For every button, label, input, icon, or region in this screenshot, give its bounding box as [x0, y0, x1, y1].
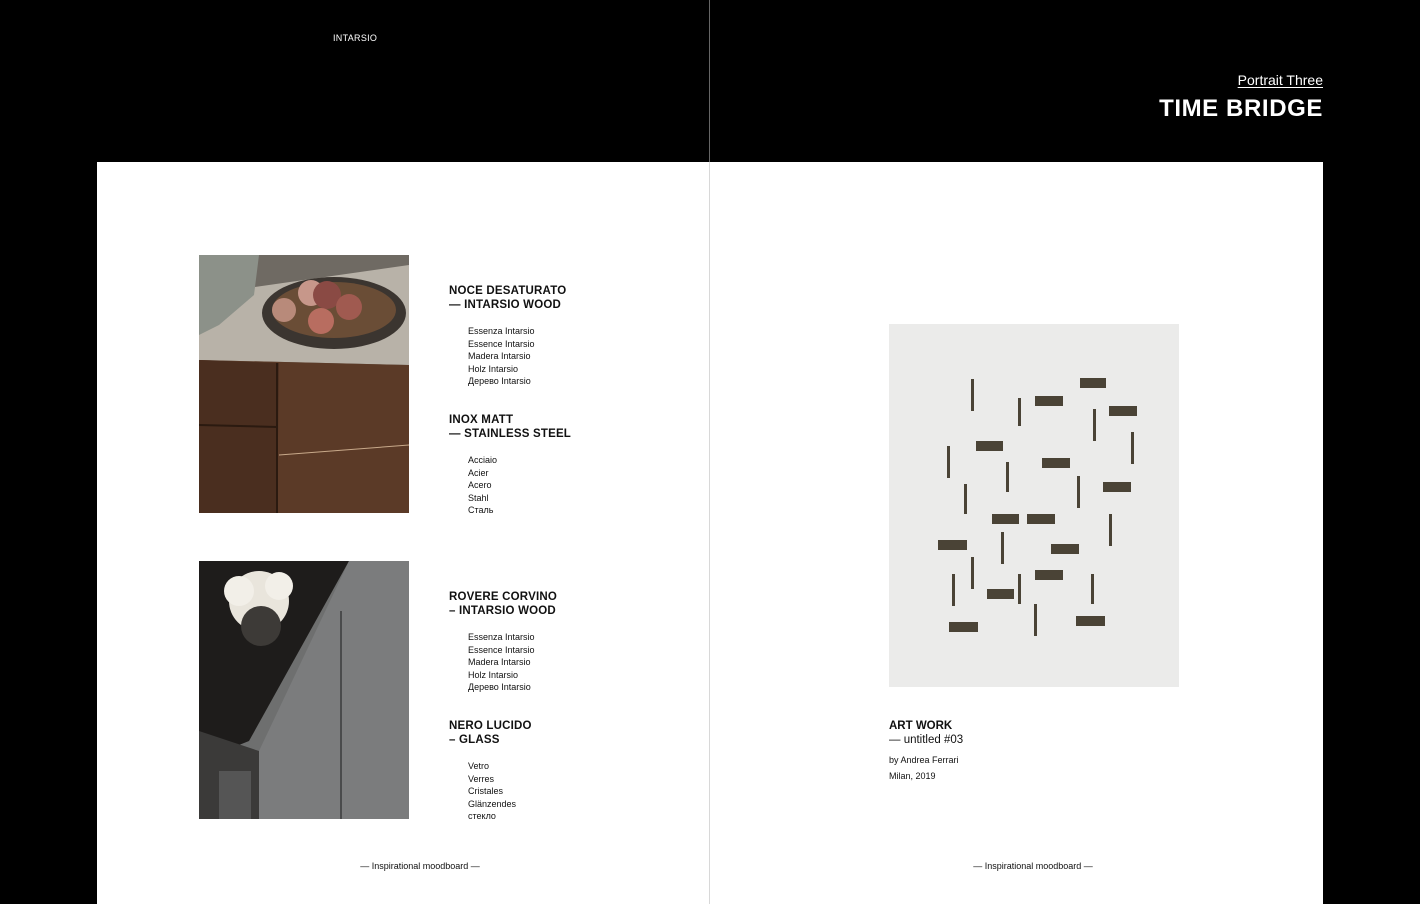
material-title-line2: — INTARSIO WOOD [449, 299, 562, 311]
artwork-caption [889, 719, 963, 784]
material-translations [468, 760, 532, 823]
artwork-place-date: Milan, 2019 [889, 771, 936, 781]
material-title-line1: NERO LUCIDO [449, 720, 532, 732]
left-page-footer: — Inspirational moodboard — [360, 861, 480, 871]
translation-item: Vetro [468, 761, 490, 771]
translation-item: Holz Intarsio [468, 363, 519, 374]
material-nero-lucido [449, 719, 532, 823]
translation-item: Essence Intarsio [468, 644, 535, 655]
artwork-author: by Andrea Ferrari [889, 755, 959, 765]
translation-item: Cristales [468, 786, 504, 796]
material-rovere-corvino [449, 590, 557, 694]
artwork-photo [889, 324, 1179, 687]
peach-bowl-image [199, 255, 409, 513]
material-title-line1: ROVERE CORVINO [449, 591, 558, 603]
translation-item: Дерево Intarsio [468, 682, 531, 692]
page-title: TIME BRIDGE [1159, 95, 1323, 122]
cabinet-coral-photo [199, 561, 409, 819]
translation-item: Сталь [468, 505, 494, 515]
section-eyebrow: Portrait Three [1237, 72, 1323, 88]
material-translations [468, 325, 566, 388]
translation-item: Holz Intarsio [468, 669, 519, 680]
material-title-line1: NOCE DESATURATO [449, 285, 567, 297]
artwork-subtitle: — untitled #03 [889, 734, 964, 746]
coral-cabinet-image [199, 561, 409, 819]
translation-item: Glänzendes [468, 798, 517, 809]
kitchen-bowl-photo [199, 255, 409, 513]
right-page-footer: — Inspirational moodboard — [973, 861, 1093, 871]
material-translations [468, 631, 557, 694]
material-translations [468, 454, 571, 517]
material-title-line2: — STAINLESS STEEL [449, 428, 572, 440]
translation-item: Essenza Intarsio [468, 326, 535, 336]
translation-item: Acier [468, 467, 489, 478]
translation-item: Acero [468, 480, 492, 490]
translation-item: стекло [468, 811, 496, 821]
translation-item: Madera Intarsio [468, 351, 531, 361]
wall-sculpture-image [889, 324, 1179, 687]
material-title-line2: – GLASS [449, 734, 500, 746]
material-noce-desaturato [449, 284, 566, 388]
brand-name: INTARSIO [333, 33, 378, 43]
translation-item: Stahl [468, 492, 489, 503]
translation-item: Acciaio [468, 455, 498, 465]
translation-item: Дерево Intarsio [468, 376, 531, 386]
translation-item: Essenza Intarsio [468, 632, 535, 642]
translation-item: Madera Intarsio [468, 657, 531, 667]
translation-item: Verres [468, 773, 495, 784]
material-title-line2: – INTARSIO WOOD [449, 605, 556, 617]
paper-spine [709, 162, 710, 904]
artwork-title: ART WORK [889, 720, 953, 732]
material-title-line1: INOX MATT [449, 414, 514, 426]
translation-item: Essence Intarsio [468, 338, 535, 349]
material-inox-matt [449, 413, 571, 517]
